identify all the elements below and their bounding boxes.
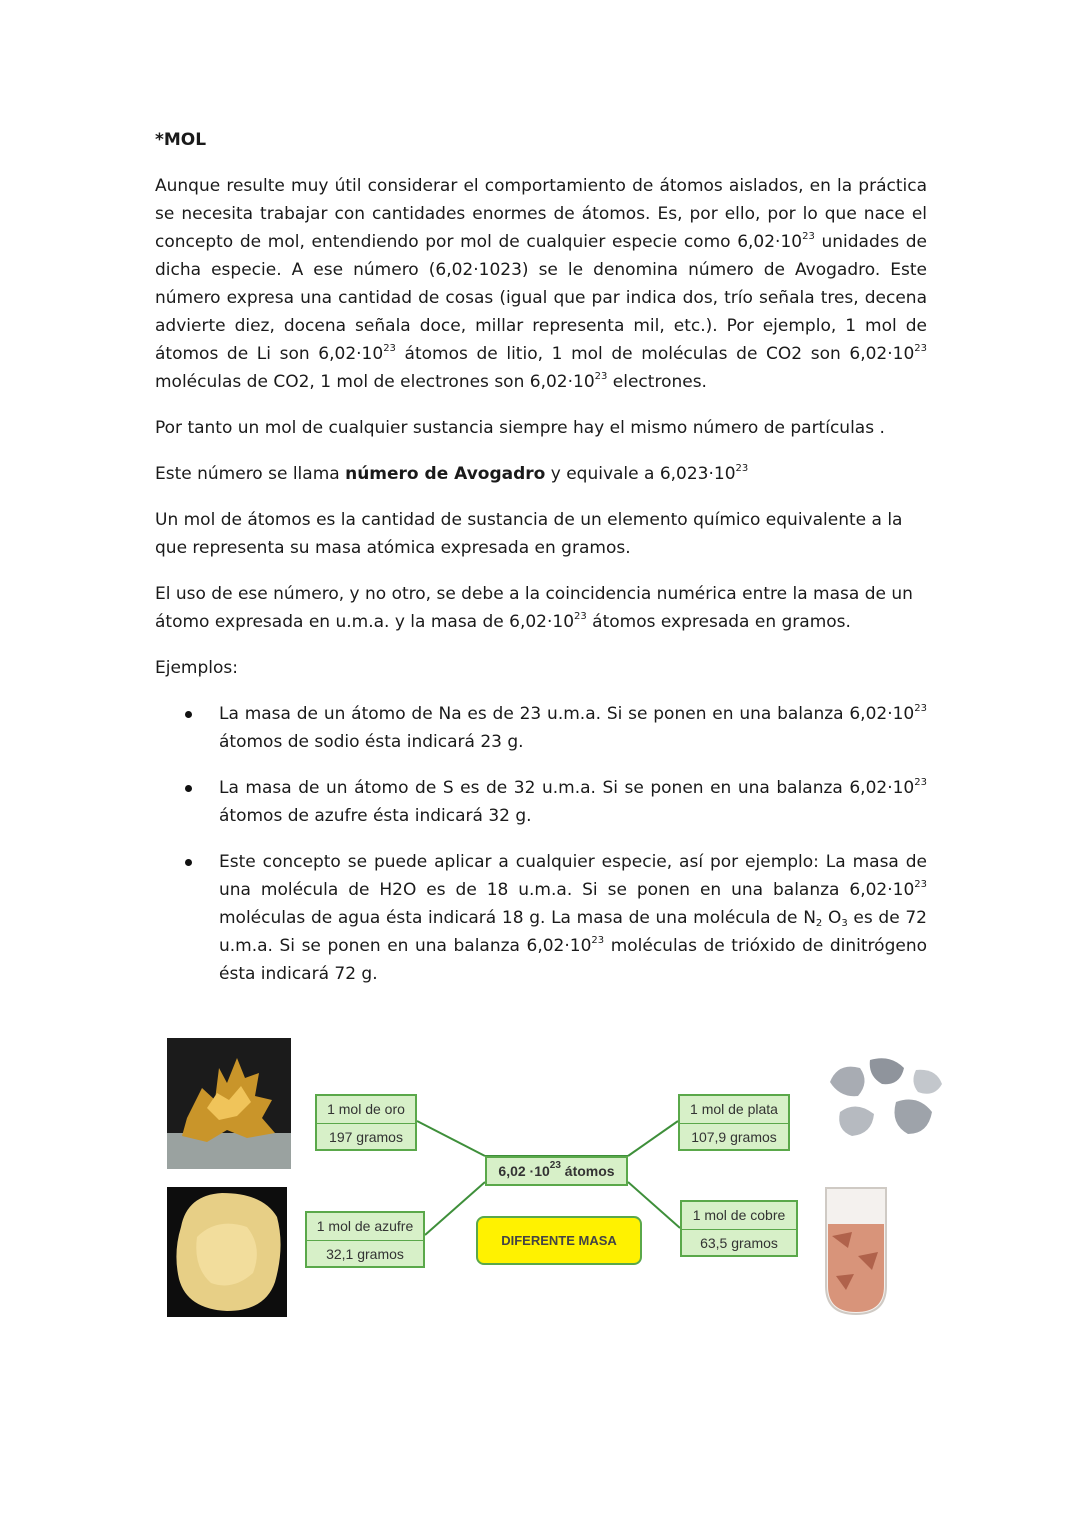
avogadro-paragraph: Este número se llama número de Avogadro y equivale a $6,023\cdot 10^{23}$ — [155, 463, 749, 484]
gold-photo — [167, 1038, 291, 1169]
azufre-box — [305, 1211, 425, 1268]
oro-label: 1 mol de oro — [317, 1096, 415, 1124]
oro-box — [315, 1094, 417, 1151]
azufre-mass: 32,1 gramos — [326, 1246, 404, 1262]
list-item: Este concepto se puede aplicar a cualquier especie, así por ejemplo: La masa de una molécula de H2O es de 18 u.m.a. Si se ponen en una balanza $6,02\cdot 10^{23}$ moléculas de agua ésta indicará 18 g. La masa de una molécula de $N_2$ $O_3$ es de 72 u.m.a. Si se ponen en una balanza $6,02\cdot 10^{23}$ moléculas de trióxido de dinitrógeno ésta indicará 72 g. — [155, 848, 927, 988]
plata-label: 1 mol de plata — [680, 1096, 788, 1124]
avogadro-box: $6,02 \cdot 10^{23}$ átomos — [485, 1156, 628, 1186]
connector-line — [417, 1121, 485, 1156]
cobre-mass: 63,5 gramos — [700, 1235, 778, 1251]
mol-diagram — [160, 1030, 960, 1330]
plata-mass: 107,9 gramos — [691, 1129, 777, 1145]
bullet-icon — [185, 785, 192, 792]
examples-list — [155, 700, 927, 988]
plata-box — [678, 1094, 790, 1151]
diferente-masa-badge: DIFERENTE MASA — [476, 1216, 642, 1265]
cobre-box — [680, 1200, 798, 1257]
cobre-label: 1 mol de cobre — [682, 1202, 796, 1230]
oro-mass: 197 gramos — [329, 1129, 403, 1145]
silver-photo — [820, 1052, 950, 1162]
sulfur-photo — [167, 1187, 287, 1317]
mol-atomos-paragraph: Un mol de átomos es la cantidad de sustancia de un elemento químico equivalente a la que representa su masa atómica expresada en gramos. — [155, 510, 903, 558]
tanto-paragraph: Por tanto un mol de cualquier sustancia siempre hay el mismo número de partículas . — [155, 418, 885, 438]
azufre-label: 1 mol de azufre — [307, 1213, 423, 1241]
silver-pieces-icon — [820, 1052, 950, 1162]
document-page — [155, 126, 927, 1006]
bullet-icon — [185, 711, 192, 718]
page-title: *MOL — [155, 130, 207, 150]
bullet-icon — [185, 859, 192, 866]
list-item: La masa de un átomo de Na es de 23 u.m.a. Si se ponen en una balanza $6,02\cdot 10^{23}$ átomos de sodio ésta indicará 23 g. — [155, 700, 927, 756]
uso-paragraph: El uso de ese número, y no otro, se debe a la coincidencia numérica entre la masa de un átomo expresada en u.m.a. y la masa de $6,02\cdot 10^{23}$ átomos expresada en gramos. — [155, 584, 913, 632]
sulfur-rock-icon — [167, 1187, 287, 1317]
ejemplos-label: Ejemplos: — [155, 658, 238, 678]
connector-line — [628, 1121, 678, 1156]
gold-nugget-icon — [167, 1038, 291, 1169]
copper-test-tube-icon — [822, 1186, 890, 1318]
list-item: La masa de un átomo de S es de 32 u.m.a. Si se ponen en una balanza $6,02\cdot 10^{23}$ átomos de azufre ésta indicará 32 g. — [155, 774, 927, 830]
intro-paragraph: Aunque resulte muy útil considerar el comportamiento de átomos aislados, en la práctica se necesita trabajar con cantidades enormes de átomos. Es, por ello, por lo que nace el concepto de mol, entendiendo por mol de cualquier especie como $6,02\cdot 10^{23}$ unidades de dicha especie. A ese número (6,02·1023) se le denomina número de Avogadro. Este número expresa una cantidad de cosas (igual que par indica dos, trío señala tres, decena advierte diez, docena señala doce, millar representa mil, etc.). Por ejemplo, 1 mol de átomos de Li son $6,02\cdot 10^{23}$ átomos de litio, 1 mol de moléculas de CO2 son $6,02\cdot 10^{23}$ moléculas de CO2, 1 mol de electrones son $6,02\cdot 10^{23}$ electrones. — [155, 176, 928, 392]
copper-tube-photo — [822, 1186, 890, 1318]
